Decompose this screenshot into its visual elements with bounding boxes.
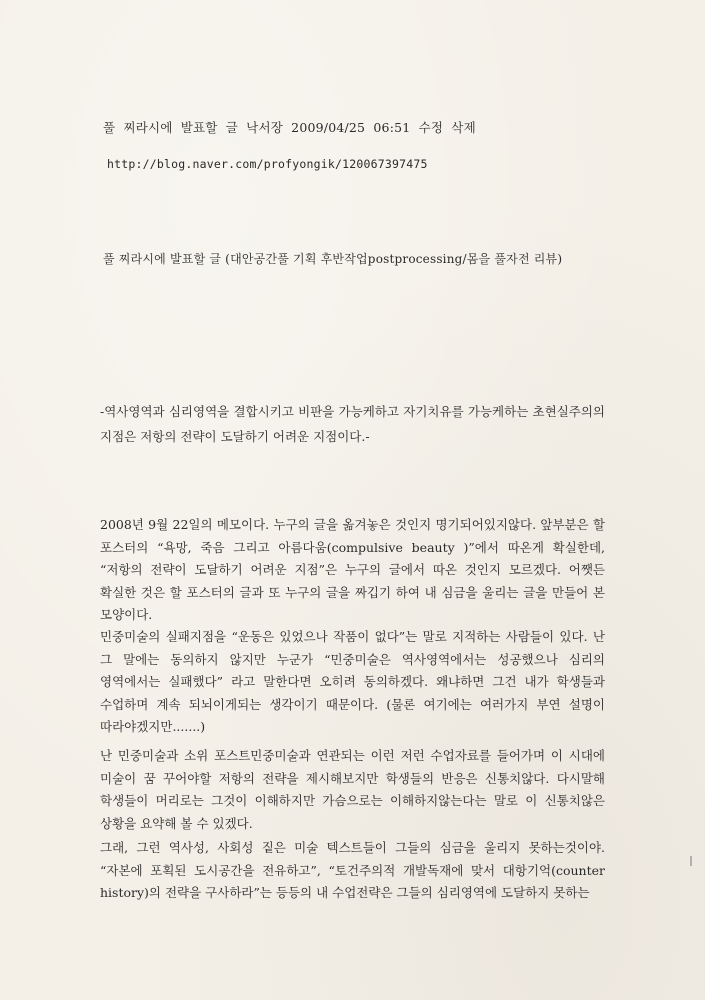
post-subtitle: 풀 찌라시에 발표할 글 (대안공간풀 기획 후반작업postprocessing/몸을 풀자전 리뷰) — [103, 252, 563, 266]
epigraph: -역사영역과 심리영역을 결합시키고 비판을 가능케하고 자기치유를 가능케하는 초현실주의의 지점은 저항의 전략이 도달하기 어려운 지점이다.- — [100, 404, 605, 444]
paragraph-2: 민중미술의 실패지점을 “운동은 있었으나 작품이 없다”는 말로 지적하는 사람들이 있다. 난 그 말에는 동의하지 않지만 누군가 “민중미술은 역사영역에서는 성공했으나 심리의 영역에서는 실패했다” 라고 말한다면 오히려 동의하겠다. 왜냐하면 그건 내가 학생들과 수업하며 계속 되뇌이게되는 생각이기 때문이다. (물론 여기에는 여러가지 부연 설명이 따라야겠지만.......) — [100, 629, 605, 734]
source-url: http://blog.naver.com/profyongik/120067397475 — [107, 157, 428, 171]
paragraph-3: 난 민중미술과 소위 포스트민중미술과 연관되는 이런 저런 수업자료를 들어가며 이 시대에 미술이 꿈 꾸어야할 저항의 전략을 제시해보지만 학생들의 반응은 신통치않다. 다시말해 학생들이 머리로는 그것이 이해하지만 가슴으로는 이해하지않는다는 말로 이 신통치않은 상황을 요약해 볼 수 있겠다. — [100, 748, 605, 831]
scan-smudge — [690, 856, 692, 866]
paragraph-4: 그래, 그런 역사성, 사회성 짙은 미술 텍스트들이 그들의 심금을 울리지 못하는것이야. “자본에 포획된 도시공간을 전유하고”, “토건주의적 개발독재에 맞서 대항기억(counter history)의 전략을 구사하라”는 등등의 내 수업전략은 그들의 심리영역에 도달하지 못하는 — [100, 840, 605, 900]
post-header: 풀 찌라시에 발표할 글 낙서장 2009/04/25 06:51 수정 삭제 — [103, 120, 476, 135]
paragraph-1: 2008년 9월 22일의 메모이다. 누구의 글을 옮겨놓은 것인지 명기되어있지않다. 앞부분은 할 포스터의 “욕망, 죽음 그리고 아름다움(compulsive beauty )”에서 따온게 확실한데, “저항의 전략이 도달하기 어려운 지점”은 누구의 글에서 따온 것인지 모르겠다. 어쨋든 확실한 것은 할 포스터의 글과 또 누구의 글을 짜깁기 하여 내 심금을 울리는 글을 만들어 본 모양이다. — [100, 517, 605, 622]
